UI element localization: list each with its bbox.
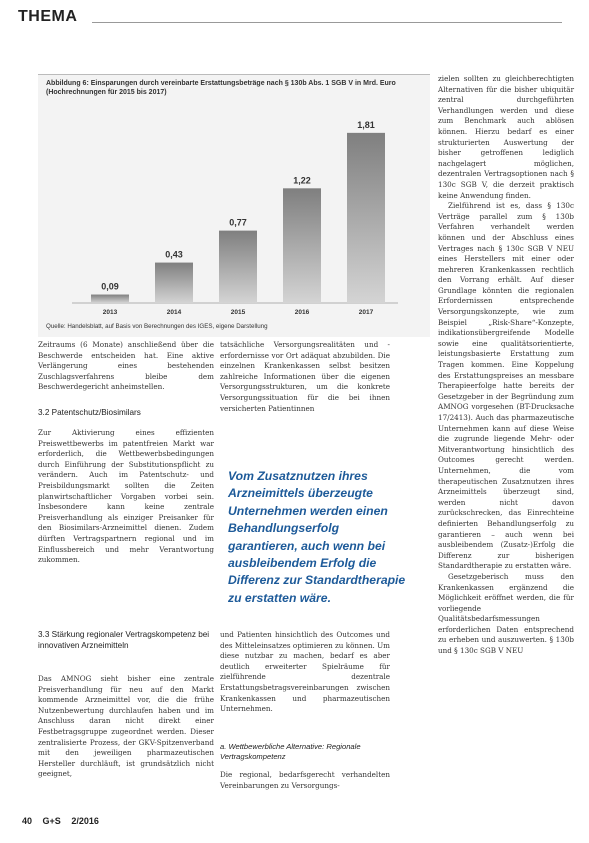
bar-2015 (219, 231, 257, 303)
value-label-2013: 0,09 (101, 281, 119, 292)
middle-paragraph-1: tatsächliche Versorgungsrealitäten und -erfordernisse vor Ort adäquat abzubilden. Die einzelnen Krankenkassen selbst besitzen zahlreiche Informationen über die eigenen Versorgungsstrukturen, um die konkrete Versorgungssituation für die bei ihnen versicherten Patientinnen (220, 340, 390, 413)
bar-2013 (91, 295, 129, 303)
figure-caption: Abbildung 6: Einsparungen durch vereinbarte Erstattungsbeträge nach § 130b Abs. 1 SGB V in Mrd. Euro (Hochrechnungen für 2015 bis 2017) (46, 80, 396, 96)
value-label-2016: 1,22 (293, 175, 311, 186)
tick-label-2013: 2013 (102, 309, 118, 316)
middle-paragraph-3: Die regional, bedarfsgerecht verhandelten Vereinbarungen zu Versorgungs- (220, 770, 390, 790)
bar-2016 (283, 188, 321, 303)
heading-alternative: a. Wettbewerbliche Alternative: Regionale Vertragskompetenz (220, 742, 361, 761)
left-column-bottom (38, 674, 214, 780)
left-column-mid (38, 428, 214, 566)
page-number: 40 (22, 816, 33, 826)
right-column (438, 74, 574, 657)
bar-2017 (347, 133, 385, 303)
page-footer (22, 816, 107, 826)
journal-issue: 2/2016 (71, 816, 99, 826)
left-paragraph-2: Zur Aktivierung eines effizienten Preiswettbewerbs im patentfreien Markt war erforderlich, die Wettbewerbsbedingungen durch Einführung der Substitutionspflicht zu verändern. Auch im Patentschutz- und Preisbildungsmarkt sollten die Zeiten planwirtschaftlicher Vorgaben vorbei sein. Insbesondere kann keine zentrale Preisverhandlung als einziger Preisanker für den Biosimilars-Arzneimittel dienen. Zudem dürften Vertragspartnern regional und im Einflussbereich und mehr Verantwortung zukommen. (38, 428, 214, 565)
section-title: THEMA (18, 8, 78, 25)
bar-2014 (155, 263, 193, 303)
middle-column-top (220, 340, 390, 414)
middle-paragraph-2: und Patienten hinsichtlich des Outcomes und des Mitteleinsatzes optimieren zu können. Um diese nutzbar zu machen, bedarf es aber deutlich erweiterter Spielräume für zielführende dezentrale Erstattungsbetragsvereinbarungen zwischen Krankenkassen und pharmazeutischen Unternehmen. (220, 630, 390, 714)
middle-column-bottom (220, 770, 390, 791)
value-label-2014: 0,43 (165, 249, 183, 260)
value-label-2015: 0,77 (229, 217, 247, 228)
header-rule (92, 22, 562, 23)
journal-brand: G+S (42, 816, 61, 826)
middle-column-mid (220, 630, 390, 715)
tick-label-2014: 2014 (166, 309, 182, 316)
left-paragraph-1: Zeitraums (6 Monate) anschließend über die Beschwerde entscheiden hat. Eine aktive Verlängerung eines bestehenden Zuschlagsverfahrens bleibe dem Beschwerdegericht anheimstellen. (38, 340, 214, 392)
right-paragraph-3: Gesetzgeberisch muss den Krankenkassen ergänzend die Möglichkeit eröffnet werden, die für vorliegende Qualitätsbedarfsmessungen erforderlichen Daten entsprechend zu erheben und auszuwerten. § 130b und § 130c SGB V NEU (438, 571, 574, 656)
heading-patentschutz: 3.2 Patentschutz/Biosimilars (38, 408, 141, 417)
right-paragraph-1: zielen sollten zu gleichberechtigten Alternativen für die bisher ubiquitär zentral durchgeführten Verhandlungen werden und diese zum Benchmark auch ablösen können. Hierzu bedarf es einer strukturierten Auswertung der bisher getroffenen lediglich nachgelagert möglichen, dezentralen Vertragsoptionen nach § 130c SGB V, die derzeit praktisch keine Anwendung finden. (438, 74, 574, 200)
figure-source: Quelle: Handelsblatt, auf Basis von Berechnungen des IGES, eigene Darstellung (46, 323, 268, 330)
right-paragraph-2: Zielführend ist es, dass § 130c Verträge parallel zum § 130b Verfahren verhandelt werden können und der Abschluss eines Vertrages nach § 130c SGB V NEU eines Herstellers mit einer oder mehreren Krankenkassen rechtlich den Vorrang erhält. Auf dieser Grundlage könnten die regionalen Erfordernissen entsprechende Versorgungskonzepte, wie zum Beispiel „Risk-Share“-Konzepte, indikationsübergreifende Modelle sowie eine qualitätsorientierte, leistungsbasierte Erstattung zum Tragen kommen. Eine Koppelung des Erstattungspreises an messbare Therapieerfolge hatte bereits der Gesetzgeber in der Begründung zum AMNOG vorgesehen (BT-Drucksache 17/2413). Auch das pharmazeutische Unternehmen kann auf diese Weise die zugrunde liegende Mehr- oder Mitverantwortung hinsichtlich des Outcomes gerecht werden. Unternehmen, die vom therapeutischen Zusatznutzen ihres Arzneimittels überzeugt sind, werden nicht davon zurückschrecken, das Einrechteine definierten Behandlungserfolg zu garantieren – auch wenn bei ausbleibendem (Zusatz-)Erfolg die Differenz zur bisherigen Standardtherapie zu erstatten wäre. (438, 201, 574, 571)
pull-quote: Vom Zusatznutzen ihres Arzneimittels überzeugte Unternehmen werden einen Behandlungserfolg garantieren, auch wenn bei ausbleibendem Erfolg die Differenz zur Standardtherapie zu erstatten wäre. (228, 469, 406, 605)
bar-chart (38, 75, 430, 337)
left-column-top (38, 340, 214, 393)
tick-label-2015: 2015 (230, 309, 246, 316)
value-label-2017: 1,81 (357, 119, 375, 130)
heading-vertragskompetenz: 3.3 Stärkung regionaler Vertragskompetenz bei innovativen Arzneimitteln (38, 630, 210, 650)
figure (38, 74, 430, 337)
left-paragraph-3: Das AMNOG sieht bisher eine zentrale Preisverhandlung für neu auf den Markt kommende Arzneimittel vor, die die frühe Nutzenbewertung durchlaufen haben und im Anschluss daran nicht direkt einer Festbetragsgruppe zugeordnet werden. Dieser zentralisierte Prozess, der GKV-Spitzenverband mit den jeweiligen pharmazeutischen Hersteller durchläuft, ist grundsätzlich nicht geeignet, (38, 674, 214, 779)
tick-label-2016: 2016 (294, 309, 310, 316)
tick-label-2017: 2017 (358, 309, 374, 316)
